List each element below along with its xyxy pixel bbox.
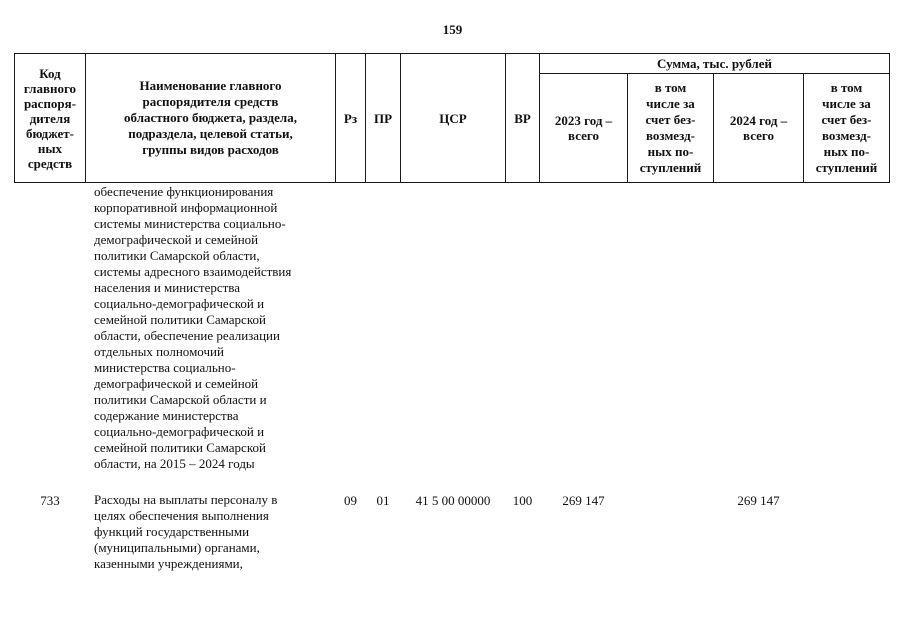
page-number: 159 <box>442 22 463 37</box>
row-code: 733 <box>40 493 60 508</box>
header-name: Наименование главного распорядителя средств областного бюджета, раздела, подраздела, целевой статьи, группы видов расходов <box>124 78 297 157</box>
header-sum-group: Сумма, тыс. рублей <box>657 56 772 71</box>
row-2024-total: 269 147 <box>737 493 780 508</box>
row-rz: 09 <box>344 493 357 508</box>
row-csr: 41 5 00 00000 <box>415 493 491 508</box>
header-vr: ВР <box>514 110 531 126</box>
header-bottom-line <box>14 182 890 183</box>
row-name: Расходы на выплаты персоналу в целях обеспечения выполнения функций государственными (муниципальными) органами, казенными учреждениями, <box>94 492 278 571</box>
header-2024-free: в том числе за счет без- возмезд- ных по- ступлений <box>815 80 878 175</box>
row-vr: 100 <box>512 493 533 508</box>
row-2023-total: 269 147 <box>562 493 605 508</box>
header-pr: ПР <box>373 110 393 126</box>
header-rz: Рз <box>343 110 358 126</box>
row-pr: 01 <box>376 493 390 508</box>
header-2023-free: в том числе за счет без- возмезд- ных по- ступлений <box>639 80 702 175</box>
header-code: Код главного распоря- дителя бюджет- ных средств <box>23 65 77 171</box>
header-2024-total: 2024 год – всего <box>729 113 788 143</box>
header-csr: ЦСР <box>439 110 467 126</box>
continuation-text: обеспечение функционирования корпоративной информационной системы министерства социально- демографической и семейной политики Самарской области, системы адресного взаимодействия населения и министерства социально-демографической и семейной политики Самарской области, обеспечение реализации отдельных полномочий министерства социально- демографической и семейной политики Самарской области и содержание министерства социально-демографической и семейной политики Самарской области, на 2015 – 2024 годы <box>94 184 292 471</box>
header-2023-total: 2023 год – всего <box>554 113 613 143</box>
col-line-10 <box>889 53 890 183</box>
